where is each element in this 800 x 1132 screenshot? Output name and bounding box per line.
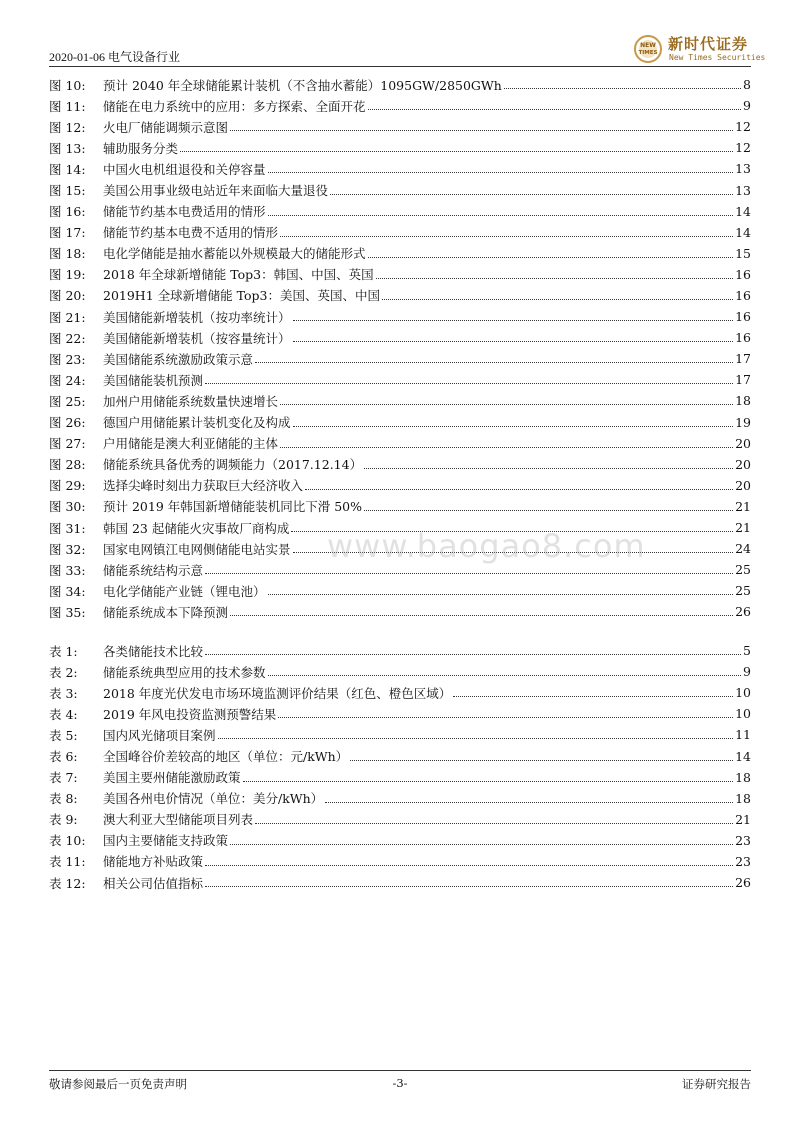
toc-entry-page: 16 xyxy=(735,309,751,325)
toc-entry-page: 10 xyxy=(735,685,751,701)
toc-entry-label: 图 29: xyxy=(49,478,86,494)
toc-leader-dots xyxy=(230,615,733,616)
figure-toc-row[interactable] xyxy=(49,433,751,454)
toc-entry-page: 16 xyxy=(735,266,751,282)
toc-leader-dots xyxy=(293,320,734,321)
toc-entry-title: 美国主要州储能激励政策 xyxy=(103,770,241,786)
toc-entry-page: 18 xyxy=(735,393,751,409)
table-toc-row[interactable] xyxy=(49,703,751,724)
table-toc-row[interactable] xyxy=(49,661,751,682)
header-divider xyxy=(49,66,751,67)
toc-entry-title: 韩国 23 起储能火灾事故厂商构成 xyxy=(103,520,290,536)
toc-entry-title: 国内风光储项目案例 xyxy=(103,727,216,743)
toc-entry-label: 图 27: xyxy=(49,436,86,452)
toc-entry-page: 18 xyxy=(735,769,751,785)
table-toc-row[interactable] xyxy=(49,767,751,788)
toc-entry-title: 澳大利亚大型储能项目列表 xyxy=(103,812,254,828)
toc-entry-title: 各类储能技术比较 xyxy=(103,643,204,659)
toc-entry-page: 12 xyxy=(735,140,751,156)
toc-entry-label: 图 25: xyxy=(49,393,86,409)
logo-english-name: New Times Securities xyxy=(669,53,766,62)
toc-entry-label: 图 33: xyxy=(49,562,86,578)
toc-leader-dots xyxy=(268,675,742,676)
toc-entry-page: 12 xyxy=(735,119,751,135)
toc-entry-label: 表 9: xyxy=(49,812,78,828)
toc-entry-page: 13 xyxy=(735,161,751,177)
toc-entry-title: 储能在电力系统中的应用：多方探索、全面开花 xyxy=(103,98,366,114)
toc-entry-title: 火电厂储能调频示意图 xyxy=(103,119,229,135)
toc-entry-title: 美国各州电价情况（单位：美分/kWh） xyxy=(103,791,324,807)
toc-entry-title: 储能地方补贴政策 xyxy=(103,854,204,870)
toc-leader-dots xyxy=(325,802,733,803)
toc-entry-label: 图 34: xyxy=(49,583,86,599)
toc-entry-label: 图 19: xyxy=(49,267,86,283)
toc-entry-label: 图 10: xyxy=(49,77,86,93)
toc-leader-dots xyxy=(230,844,733,845)
toc-leader-dots xyxy=(364,510,733,511)
table-toc-row[interactable] xyxy=(49,788,751,809)
toc-entry-title: 美国储能新增装机（按功率统计） xyxy=(103,309,291,325)
toc-entry-page: 25 xyxy=(735,562,751,578)
toc-leader-dots xyxy=(504,88,741,89)
toc-leader-dots xyxy=(243,781,734,782)
figure-toc-row[interactable] xyxy=(49,390,751,411)
toc-entry-page: 9 xyxy=(743,98,751,114)
toc-leader-dots xyxy=(453,696,733,697)
toc-entry-title: 储能节约基本电费适用的情形 xyxy=(103,204,266,220)
toc-entry-page: 25 xyxy=(735,583,751,599)
figure-toc-row[interactable] xyxy=(49,222,751,243)
toc-entry-label: 图 20: xyxy=(49,288,86,304)
toc-leader-dots xyxy=(305,489,733,490)
toc-leader-dots xyxy=(218,738,734,739)
toc-leader-dots xyxy=(280,236,733,237)
toc-leader-dots xyxy=(350,760,733,761)
toc-leader-dots xyxy=(205,654,741,655)
toc-entry-title: 2019H1 全球新增储能 Top3：美国、英国、中国 xyxy=(103,288,380,304)
toc-leader-dots xyxy=(368,257,734,258)
toc-entry-page: 14 xyxy=(735,203,751,219)
logo-chinese-name: 新时代证券 xyxy=(668,35,749,53)
page-number: -3- xyxy=(392,1076,408,1090)
toc-entry-page: 14 xyxy=(735,748,751,764)
toc-entry-label: 表 8: xyxy=(49,791,78,807)
toc-entry-label: 图 17: xyxy=(49,225,86,241)
toc-leader-dots xyxy=(293,341,734,342)
toc-entry-page: 14 xyxy=(735,224,751,240)
toc-entry-label: 图 12: xyxy=(49,119,86,135)
toc-entry-title: 2018 年全球新增储能 Top3：韩国、中国、英国 xyxy=(103,267,374,283)
toc-entry-label: 表 6: xyxy=(49,749,78,765)
toc-entry-label: 表 1: xyxy=(49,643,78,659)
figure-toc-row[interactable] xyxy=(49,74,751,95)
toc-entry-title: 储能系统结构示意 xyxy=(103,562,204,578)
toc-leader-dots xyxy=(376,278,733,279)
toc-entry-title: 美国储能新增装机（按容量统计） xyxy=(103,330,291,346)
toc-leader-dots xyxy=(205,573,733,574)
figure-toc-row[interactable] xyxy=(49,116,751,137)
toc-leader-dots xyxy=(368,109,742,110)
toc-leader-dots xyxy=(293,426,734,427)
toc-entry-label: 表 11: xyxy=(49,854,86,870)
toc-entry-title: 全国峰谷价差较高的地区（单位：元/kWh） xyxy=(103,749,349,765)
toc-entry-label: 表 2: xyxy=(49,664,78,680)
toc-entry-page: 17 xyxy=(735,351,751,367)
toc-entry-title: 2019 年风电投资监测预警结果 xyxy=(103,706,277,722)
toc-entry-page: 17 xyxy=(735,372,751,388)
toc-entry-label: 图 28: xyxy=(49,457,86,473)
toc-entry-label: 图 35: xyxy=(49,604,86,620)
toc-entry-title: 中国火电机组退役和关停容量 xyxy=(103,161,266,177)
toc-leader-dots xyxy=(268,594,734,595)
toc-entry-label: 图 24: xyxy=(49,372,86,388)
toc-entry-label: 图 21: xyxy=(49,309,86,325)
toc-entry-page: 26 xyxy=(735,875,751,891)
svg-text:TIMES: TIMES xyxy=(638,50,658,56)
toc-entry-title: 储能系统典型应用的技术参数 xyxy=(103,664,266,680)
table-toc-row[interactable] xyxy=(49,872,751,893)
footer-disclaimer: 敬请参阅最后一页免责声明 xyxy=(49,1077,187,1091)
figure-toc-row[interactable] xyxy=(49,95,751,116)
figure-toc-row[interactable] xyxy=(49,454,751,475)
toc-entry-label: 图 16: xyxy=(49,204,86,220)
toc-leader-dots xyxy=(230,130,733,131)
toc-entry-title: 户用储能是澳大利亚储能的主体 xyxy=(103,436,279,452)
footer-divider xyxy=(49,1070,751,1071)
toc-entry-page: 19 xyxy=(735,414,751,430)
toc-entry-page: 16 xyxy=(735,287,751,303)
toc-entry-page: 5 xyxy=(743,643,751,659)
toc-entry-label: 表 5: xyxy=(49,727,78,743)
toc-entry-label: 图 26: xyxy=(49,415,86,431)
toc-entry-title: 美国储能系统激励政策示意 xyxy=(103,351,254,367)
table-toc-row[interactable] xyxy=(49,682,751,703)
toc-entry-label: 图 22: xyxy=(49,330,86,346)
figure-toc-row[interactable] xyxy=(49,306,751,327)
toc-entry-label: 图 11: xyxy=(49,98,86,114)
page-footer xyxy=(49,1076,751,1092)
figure-toc-row[interactable] xyxy=(49,496,751,517)
logo-mark-icon xyxy=(633,34,663,64)
table-toc-row[interactable] xyxy=(49,830,751,851)
toc-entry-page: 8 xyxy=(743,77,751,93)
figure-toc-row[interactable] xyxy=(49,412,751,433)
toc-entry-page: 21 xyxy=(735,520,751,536)
figure-toc-row[interactable] xyxy=(49,580,751,601)
figure-toc-row[interactable] xyxy=(49,327,751,348)
toc-entry-page: 13 xyxy=(735,182,751,198)
figure-toc-row[interactable] xyxy=(49,137,751,158)
toc-entry-label: 图 31: xyxy=(49,520,86,536)
toc-entry-page: 20 xyxy=(735,477,751,493)
toc-entry-title: 电化学储能产业链（锂电池） xyxy=(103,583,266,599)
toc-entry-title: 相关公司估值指标 xyxy=(103,875,204,891)
toc-leader-dots xyxy=(205,383,733,384)
toc-entry-label: 表 10: xyxy=(49,833,86,849)
toc-entry-title: 预计 2040 年全球储能累计装机（不含抽水蓄能）1095GW/2850GWh xyxy=(103,77,502,93)
toc-entry-label: 图 30: xyxy=(49,499,86,515)
toc-entry-page: 21 xyxy=(735,811,751,827)
table-toc-row[interactable] xyxy=(49,724,751,745)
toc-entry-label: 表 7: xyxy=(49,770,78,786)
figure-toc-row[interactable] xyxy=(49,285,751,306)
toc-leader-dots xyxy=(280,447,733,448)
figure-toc-row[interactable] xyxy=(49,158,751,179)
toc-entry-page: 20 xyxy=(735,456,751,472)
toc-leader-dots xyxy=(205,865,733,866)
toc-entry-page: 15 xyxy=(735,245,751,261)
toc-leader-dots xyxy=(278,717,733,718)
figure-toc-row[interactable] xyxy=(49,243,751,264)
toc-leader-dots xyxy=(255,362,733,363)
toc-leader-dots xyxy=(330,194,733,195)
toc-leader-dots xyxy=(205,886,733,887)
toc-entry-title: 美国储能装机预测 xyxy=(103,372,204,388)
toc-entry-label: 表 4: xyxy=(49,706,78,722)
watermark: www.baogao8.com xyxy=(327,527,646,565)
toc-entry-label: 图 23: xyxy=(49,351,86,367)
toc-entry-title: 德国户用储能累计装机变化及构成 xyxy=(103,415,291,431)
figure-toc-row[interactable] xyxy=(49,369,751,390)
toc-entry-title: 加州户用储能系统数量快速增长 xyxy=(103,393,279,409)
toc-entry-title: 2018 年度光伏发电市场环境监测评价结果（红色、橙色区域） xyxy=(103,685,452,701)
toc-entry-title: 国家电网镇江电网侧储能电站实景 xyxy=(103,541,291,557)
toc-entry-page: 26 xyxy=(735,604,751,620)
table-toc-row[interactable] xyxy=(49,745,751,766)
toc-entry-page: 21 xyxy=(735,498,751,514)
toc-entry-page: 23 xyxy=(735,853,751,869)
figure-toc-row[interactable] xyxy=(49,179,751,200)
toc-entry-title: 国内主要储能支持政策 xyxy=(103,833,229,849)
toc-entry-page: 16 xyxy=(735,330,751,346)
toc-entry-title: 预计 2019 年韩国新增储能装机同比下滑 50% xyxy=(103,499,363,515)
figure-toc-row[interactable] xyxy=(49,601,751,622)
toc-entry-label: 图 15: xyxy=(49,183,86,199)
toc-entry-page: 10 xyxy=(735,706,751,722)
toc-entry-label: 图 13: xyxy=(49,140,86,156)
toc-entry-title: 美国公用事业级电站近年来面临大量退役 xyxy=(103,183,329,199)
table-toc-row[interactable] xyxy=(49,809,751,830)
company-logo xyxy=(633,32,766,66)
toc-entry-title: 储能节约基本电费不适用的情形 xyxy=(103,225,279,241)
toc-entry-label: 图 32: xyxy=(49,541,86,557)
toc-leader-dots xyxy=(382,299,733,300)
table-list xyxy=(49,640,751,893)
footer-report-type: 证券研究报告 xyxy=(682,1077,751,1091)
toc-entry-page: 9 xyxy=(743,664,751,680)
toc-leader-dots xyxy=(268,172,734,173)
toc-entry-page: 11 xyxy=(735,727,751,743)
toc-entry-title: 选择尖峰时刻出力获取巨大经济收入 xyxy=(103,478,304,494)
header-date-industry: 2020-01-06 电气设备行业 xyxy=(49,50,180,64)
toc-leader-dots xyxy=(364,468,733,469)
toc-entry-label: 图 18: xyxy=(49,246,86,262)
toc-entry-title: 储能系统成本下降预测 xyxy=(103,604,229,620)
toc-entry-page: 23 xyxy=(735,832,751,848)
toc-entry-label: 图 14: xyxy=(49,161,86,177)
toc-entry-title: 辅助服务分类 xyxy=(103,140,179,156)
toc-leader-dots xyxy=(180,151,733,152)
toc-entry-page: 24 xyxy=(735,541,751,557)
toc-leader-dots xyxy=(255,823,733,824)
toc-leader-dots xyxy=(268,215,734,216)
figure-toc-row[interactable] xyxy=(49,475,751,496)
toc-entry-page: 20 xyxy=(735,435,751,451)
toc-entry-page: 18 xyxy=(735,790,751,806)
toc-entry-label: 表 3: xyxy=(49,685,78,701)
toc-entry-title: 电化学储能是抽水蓄能以外规模最大的储能形式 xyxy=(103,246,366,262)
toc-leader-dots xyxy=(280,404,733,405)
toc-entry-title: 储能系统具备优秀的调频能力（2017.12.14） xyxy=(103,457,363,473)
toc-entry-label: 表 12: xyxy=(49,875,86,891)
table-toc-row[interactable] xyxy=(49,640,751,661)
svg-text:NEW: NEW xyxy=(640,42,656,49)
figure-toc-row[interactable] xyxy=(49,201,751,222)
figure-toc-row[interactable] xyxy=(49,348,751,369)
figure-toc-row[interactable] xyxy=(49,264,751,285)
table-toc-row[interactable] xyxy=(49,851,751,872)
